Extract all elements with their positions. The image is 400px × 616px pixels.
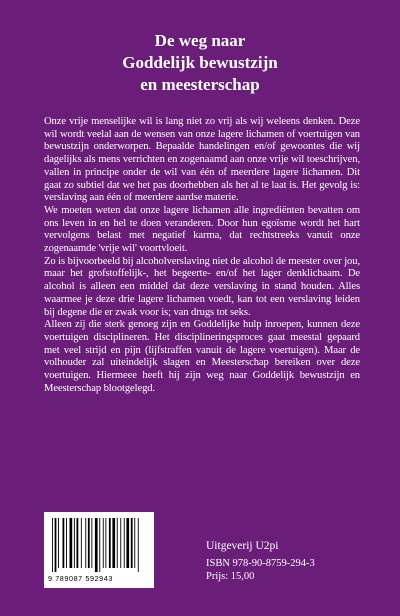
publisher-info bbox=[206, 540, 376, 584]
barcode-bars-icon bbox=[50, 518, 148, 572]
barcode-digits: 9 789087 592943 bbox=[48, 574, 113, 583]
price: Prijs: 15,00 bbox=[206, 571, 255, 582]
blurb-paragraph-2: We moeten weten dat onze lagere lichamen alle ingrediënten bevatten om ons leven in en hel te doen veranderen. Door hun egoïsme wordt het hart vervolgens belast met negatief karma, dat rechtstreeks vanuit onze zogenaamde 'vrije wil' voortvloeit. bbox=[44, 204, 360, 255]
publisher-name: Uitgeverij U2pi bbox=[206, 540, 279, 552]
title-line-3: en meesterschap bbox=[140, 75, 260, 94]
blurb-paragraph-3: Zo is bijvoorbeeld bij alcoholverslaving niet de alcohol de meester over jou, maar het grofstoffelijk-, het begeerte- en/of het lager denklichaam. De alcohol is alleen een middel dat deze verslaving in stand houden. Alles waarmee je deze drie lagere lichamen voedt, kan tot een verslaving leiden bij degene die er zwak voor is; van drugs tot seks. bbox=[44, 255, 360, 318]
book-title bbox=[0, 30, 400, 96]
blurb-paragraph-1: Onze vrije menselijke wil is lang niet zo vrij als wij weleens denken. Deze wil wordt veelal aan de wensen van onze lagere lichamen of voertuigen van bewustzijn onderworpen. Bepaalde handelingen en/of gewoontes die wij dagelijks als mens verrichten en zogenaamd aan onze vrije wil toeschrijven, vallen in principe onder de wil van één of meerdere lagere lichamen. Dit gaat zo subtiel dat we het pas doorhebben als het al te laat is. Het gevolg is: verslaving aan één of meerdere aardse materie. bbox=[44, 116, 360, 204]
title-line-1: De weg naar bbox=[154, 31, 246, 50]
blurb-text bbox=[44, 116, 360, 395]
isbn-barcode bbox=[44, 512, 154, 588]
title-line-2: Goddelijk bewustzijn bbox=[122, 53, 278, 72]
blurb-paragraph-4: Alleen zij die sterk genoeg zijn en Goddelijke hulp inroepen, kunnen deze voertuigen disciplineren. Het disciplineringsproces gaat meestal gepaard met veel strijd en pijn (lijfstraffen vanuit de lagere voertuigen). Maar de volhouder zal uiteindelijk slagen en Meesterschap bereiken over deze voertuigen. Hiermeee heeft hij zijn weg naar Goddelijk bewustzijn en Meesterschap blootgelegd. bbox=[44, 319, 360, 394]
isbn-number: ISBN 978-90-8759-294-3 bbox=[206, 557, 315, 569]
